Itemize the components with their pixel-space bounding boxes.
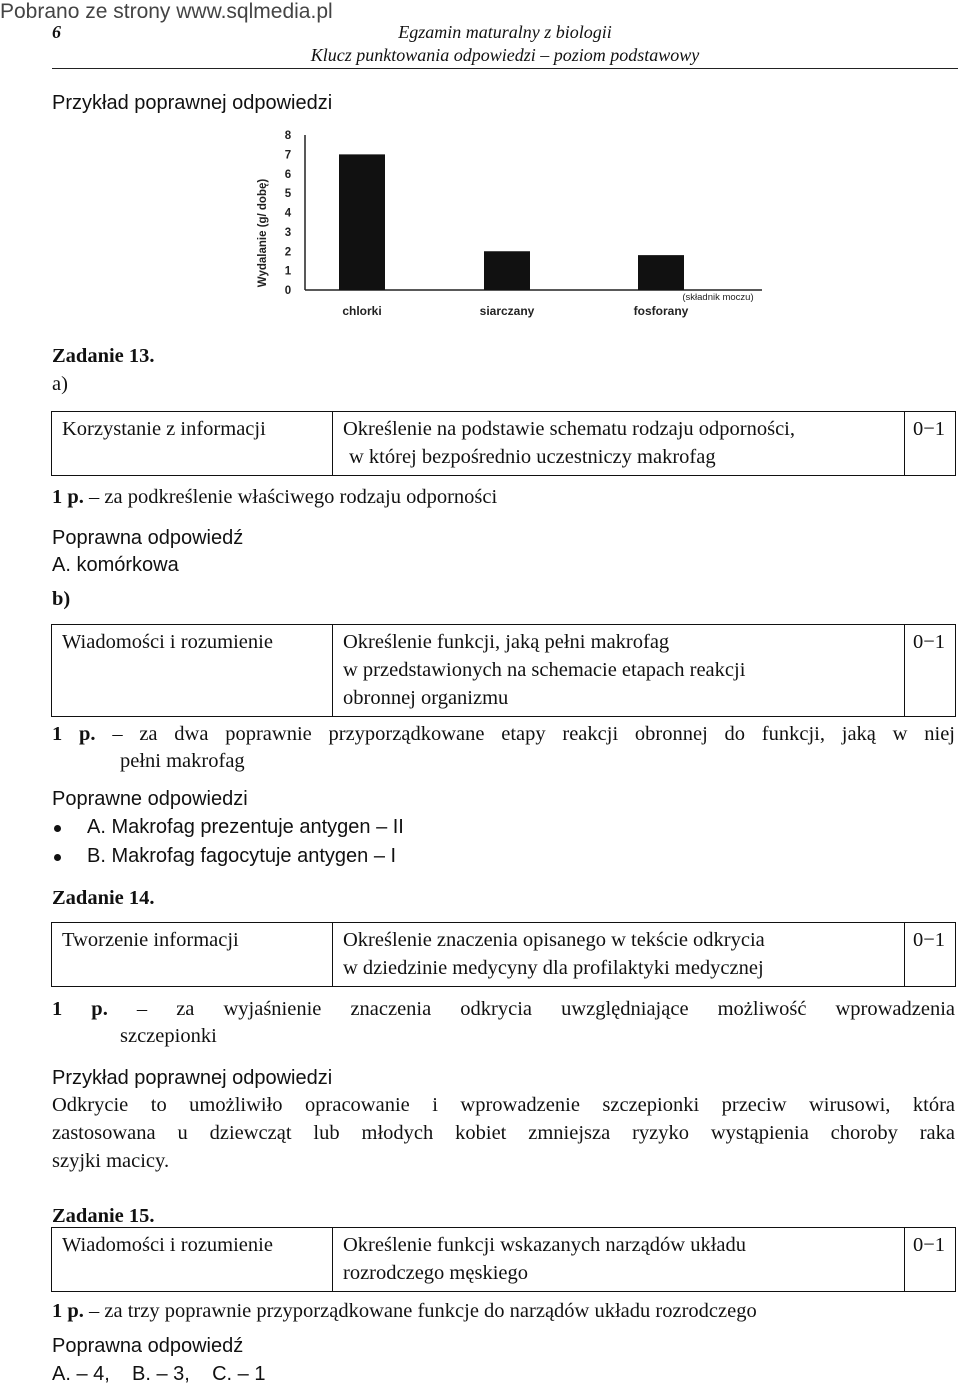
x-ticks (342, 304, 688, 318)
bar-fosforany (638, 255, 684, 290)
table-description (333, 1228, 905, 1292)
score-text: – za dwa poprawnie przyporządkowane etapy reakcji obronnej do funkcji, jaką w niej (112, 723, 955, 745)
header-rule (52, 68, 958, 69)
score-text-cont: szczepionki (120, 1025, 217, 1047)
score-label: 1 p. (52, 998, 108, 1020)
table-points: 0−1 (905, 1228, 956, 1292)
y-tick-label: 6 (284, 168, 292, 181)
desc-line: Określenie znaczenia opisanego w tekście odkrycia (343, 929, 765, 951)
score-text: – za podkreślenie właściwego rodzaju odporności (89, 486, 498, 508)
example-text: szyjki macicy. (52, 1150, 170, 1172)
desc-line: Określenie funkcji wskazanych narządów układu (343, 1234, 747, 1256)
task-13-title: Zadanie 13. (52, 345, 155, 367)
bars (339, 154, 684, 290)
table-points: 0−1 (905, 923, 956, 987)
answer-item (54, 842, 396, 870)
table-description (333, 923, 905, 987)
page-number: 6 (52, 22, 61, 42)
header-title: Egzamin maturalny z biologii (398, 22, 612, 42)
desc-line: Określenie na podstawie schematu rodzaju odporności, (343, 418, 796, 440)
score-rule-15 (52, 1297, 757, 1325)
desc-line: w przedstawionych na schemacie etapach reakcji (343, 659, 746, 681)
bar-chart (240, 125, 770, 330)
scoring-table-15 (51, 1227, 956, 1292)
watermark: Pobrano ze strony www.sqlmedia.pl (0, 0, 333, 23)
score-text: – za trzy poprawnie przyporządkowane funkcje do narządów układu rozrodczego (89, 1300, 757, 1322)
desc-line: w dziedzinie medycyny dla profilaktyki medycznej (343, 957, 764, 979)
x-axis-label: (składnik moczu) (682, 292, 754, 303)
score-label: 1 p. (52, 1300, 84, 1322)
table-category: Korzystanie z informacji (52, 412, 333, 476)
example-label: Przykład poprawnej odpowiedzi (52, 1067, 333, 1089)
desc-line: rozrodczego męskiego (343, 1262, 528, 1284)
answer-item (54, 813, 404, 841)
answer-text: B. Makrofag fagocytuje antygen – I (87, 845, 397, 867)
scoring-table-13a (51, 411, 956, 476)
scoring-table-14 (51, 922, 956, 987)
score-label: 1 p. (52, 723, 96, 745)
answer-label: Poprawna odpowiedź (52, 1335, 244, 1357)
score-text-cont: pełni makrofag (120, 750, 245, 772)
desc-line: obronnej organizmu (343, 687, 509, 709)
x-tick-label: fosforany (633, 304, 689, 318)
answer-text: A. komórkowa (52, 554, 179, 576)
y-tick-label: 0 (284, 285, 292, 297)
example-text: zastosowana u dziewcząt lub młodych kobiet zmniejsza ryzyko wystąpienia choroby raka (52, 1122, 955, 1144)
bullet-icon (54, 854, 61, 861)
y-axis-label: Wydalanie (g/ dobę) (257, 178, 269, 288)
y-tick-label: 3 (284, 226, 292, 239)
answer-text: A. – 4, B. – 3, C. – 1 (52, 1363, 266, 1385)
y-ticks (285, 130, 292, 297)
task-15-title: Zadanie 15. (52, 1205, 155, 1227)
task-14-title: Zadanie 14. (52, 887, 155, 909)
bar-siarczany (484, 251, 530, 290)
y-tick-label: 8 (284, 130, 292, 142)
desc-line: Określenie funkcji, jaką pełni makrofag (343, 631, 670, 653)
x-tick-label: siarczany (479, 304, 535, 318)
y-tick-label: 5 (284, 188, 292, 201)
table-points: 0−1 (905, 412, 956, 476)
example-label: Przykład poprawnej odpowiedzi (52, 92, 333, 114)
desc-line: w której bezpośrednio uczestniczy makrofag (349, 446, 716, 468)
y-tick-label: 2 (284, 246, 292, 259)
table-description (333, 412, 905, 476)
answers-label: Poprawne odpowiedzi (52, 788, 248, 810)
bar-chlorki (339, 154, 385, 290)
table-points: 0−1 (905, 625, 956, 717)
task-13-part-a: a) (52, 373, 68, 395)
score-text: – za wyjaśnienie znaczenia odkrycia uwzględniające możliwość wprowadzenia (136, 998, 956, 1020)
example-text: Odkrycie to umożliwiło opracowanie i wprowadzenie szczepionki przeciw wirusowi, która (52, 1094, 955, 1116)
header-subtitle: Klucz punktowania odpowiedzi – poziom podstawowy (310, 45, 700, 65)
y-tick-label: 7 (284, 149, 292, 162)
scoring-table-13b (51, 624, 956, 717)
score-rule-14 (52, 995, 955, 1023)
answer-label: Poprawna odpowiedź (52, 527, 244, 549)
table-category: Tworzenie informacji (52, 923, 333, 987)
score-label: 1 p. (52, 486, 84, 508)
table-description (333, 625, 905, 717)
table-category: Wiadomości i rozumienie (52, 1228, 333, 1292)
chart-svg (240, 125, 770, 330)
y-tick-label: 1 (284, 265, 292, 278)
answer-text: A. Makrofag prezentuje antygen – II (87, 816, 404, 838)
task-13-part-b: b) (52, 588, 71, 610)
score-rule-13a (52, 483, 497, 511)
table-category: Wiadomości i rozumienie (52, 625, 333, 717)
bullet-icon (54, 825, 61, 832)
y-tick-label: 4 (284, 207, 292, 220)
score-rule-13b (52, 720, 955, 748)
x-tick-label: chlorki (342, 304, 382, 318)
